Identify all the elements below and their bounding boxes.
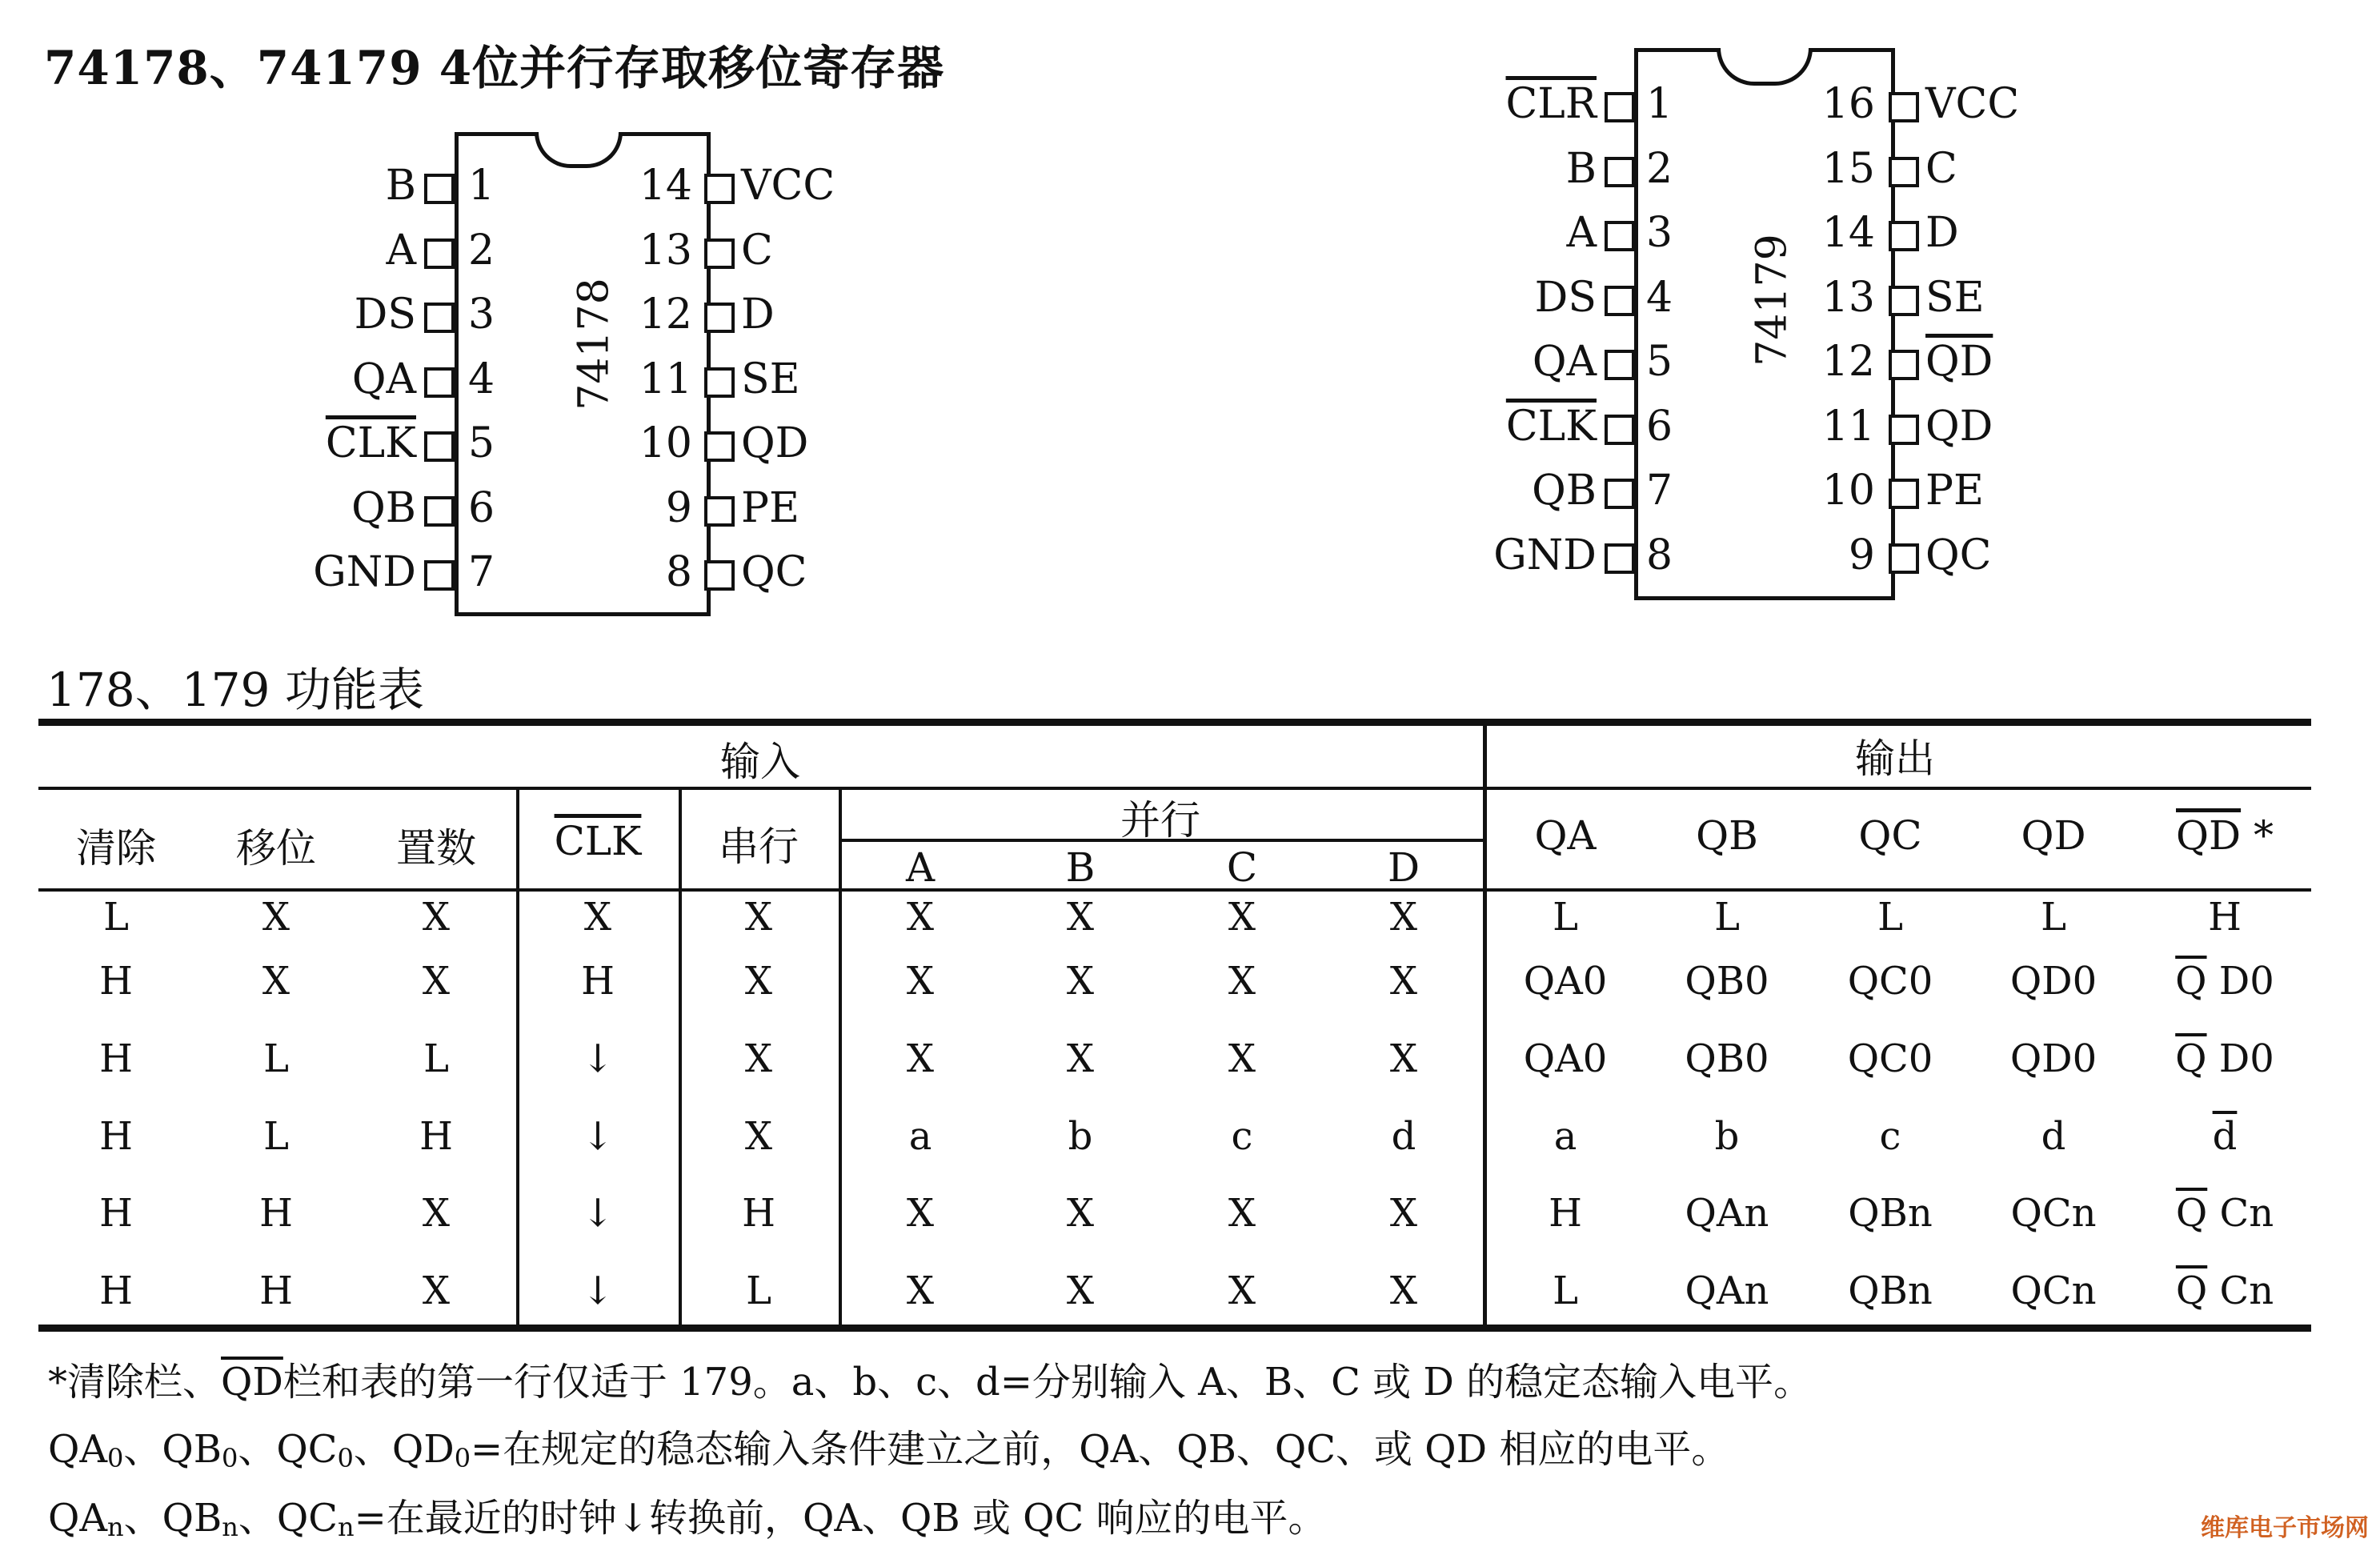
cell-clear: L bbox=[103, 895, 129, 940]
chip1-pin-2-name: A bbox=[386, 226, 416, 275]
chip2-pin-16-box bbox=[1889, 92, 1919, 122]
chip2-pin-3-name: A bbox=[1566, 209, 1597, 257]
cell-serial: X bbox=[744, 959, 773, 1004]
chip2-pin-12-name: $\overline{QD}$ bbox=[1925, 338, 1993, 386]
header-parallel-group: 并行 bbox=[1120, 797, 1200, 844]
chip2-pin-15-number: 15 bbox=[1821, 144, 1875, 193]
cell-load: L bbox=[423, 1036, 449, 1081]
cell-b: X bbox=[1066, 1036, 1095, 1081]
chip1-pin-2-box bbox=[424, 238, 455, 269]
cell-qa: L bbox=[1553, 895, 1578, 940]
cell-c: X bbox=[1228, 1268, 1256, 1313]
table-top-rule bbox=[38, 719, 2311, 726]
chip2-pin-5-number: 5 bbox=[1646, 338, 1673, 386]
chip1-pin-4-name: QA bbox=[351, 355, 416, 403]
chip2-pin-11-number: 11 bbox=[1821, 402, 1875, 451]
note3-qc-sub: n bbox=[337, 1512, 355, 1542]
cell-c: X bbox=[1228, 1036, 1256, 1081]
note2-sep2: 、 bbox=[238, 1427, 277, 1472]
cell-qd-bar-value: Cn bbox=[2207, 1191, 2274, 1236]
cell-load: X bbox=[422, 895, 451, 940]
chip1-pin-10-box bbox=[704, 431, 735, 462]
note3-qb-sub: n bbox=[222, 1512, 238, 1542]
cell-qb: b bbox=[1714, 1114, 1740, 1159]
header-output-group: 输出 bbox=[1855, 735, 1935, 782]
cell-qd-bar-value: Cn bbox=[2207, 1268, 2274, 1313]
cell-qc: QC0 bbox=[1847, 1036, 1933, 1081]
cell-shift: H bbox=[259, 1191, 293, 1236]
header-qd-bar-text: $\overline{QD}$ bbox=[2176, 812, 2242, 859]
cell-clear: H bbox=[99, 1036, 133, 1081]
cell-qd-bar bbox=[2145, 895, 2305, 940]
header-qd: QD bbox=[2021, 812, 2086, 859]
cell-qc: c bbox=[1879, 1114, 1901, 1159]
note2-qc-sub: 0 bbox=[337, 1443, 354, 1473]
header-load: 置数 bbox=[396, 825, 476, 872]
cell-qd-bar bbox=[2145, 1268, 2305, 1313]
cell-d: X bbox=[1389, 1036, 1418, 1081]
header-clk: $\overline{CLK}$ bbox=[554, 818, 642, 864]
cell-serial: X bbox=[744, 895, 773, 940]
chip1-pin-11-number: 11 bbox=[639, 355, 692, 403]
chip2-pin-5-name: QA bbox=[1532, 338, 1597, 386]
cell-d: X bbox=[1389, 1268, 1418, 1313]
chip2-pin-2-name: B bbox=[1565, 144, 1597, 193]
chip1-pin-13-box bbox=[704, 238, 735, 269]
chip1-pin-13-name: C bbox=[741, 226, 773, 275]
note1-qd: $\overline{QD}$ bbox=[221, 1360, 283, 1405]
cell-b: X bbox=[1066, 895, 1095, 940]
cell-d: X bbox=[1389, 959, 1418, 1004]
cell-qd: d bbox=[2041, 1114, 2066, 1159]
cell-qd-bar-value: D0 bbox=[2206, 1036, 2274, 1081]
chip2-pin-15-name: C bbox=[1925, 144, 1957, 193]
note2-qc: QC bbox=[276, 1427, 338, 1472]
note-line-2 bbox=[48, 1418, 1729, 1473]
cell-qd-bar-overlined: $\overline{Q}$ bbox=[2175, 1268, 2208, 1313]
cell-qa: H bbox=[1549, 1191, 1582, 1236]
header-b: B bbox=[1065, 844, 1096, 891]
note2-qb: QB bbox=[162, 1427, 222, 1472]
chip2-pin-1-name: $\overline{CLR}$ bbox=[1505, 80, 1597, 128]
chip1-pin-8-name: QC bbox=[741, 548, 807, 596]
note3-qb: QB bbox=[162, 1496, 222, 1541]
chip1-pin-12-box bbox=[704, 303, 735, 333]
chip2-pin-1-box bbox=[1605, 92, 1635, 122]
cell-qd-bar-overlined: $\overline{Q}$ bbox=[2175, 1036, 2207, 1081]
header-a: A bbox=[905, 844, 936, 891]
cell-qd: QCn bbox=[2010, 1191, 2097, 1236]
cell-clk: ↓ bbox=[581, 1268, 615, 1313]
cell-qd-bar bbox=[2145, 1191, 2305, 1236]
chip2-pin-2-number: 2 bbox=[1646, 144, 1673, 193]
cell-a: a bbox=[908, 1114, 932, 1159]
note2-post: =在规定的稳态输入条件建立之前，QA、QB、QC、或 QD 相应的电平。 bbox=[471, 1427, 1730, 1472]
cell-load: X bbox=[422, 1191, 451, 1236]
note1-post: 栏和表的第一行仅适于 179。a、b、c、d=分别输入 A、B、C 或 D 的稳定态输入电平。 bbox=[282, 1360, 1813, 1405]
cell-qd-bar bbox=[2145, 959, 2305, 1004]
note3-post: =在最近的时钟↓转换前，QA、QB 或 QC 响应的电平。 bbox=[354, 1496, 1327, 1541]
chip1-pin-4-box bbox=[424, 367, 455, 398]
page-title: 74178、74179 4位并行存取移位寄存器 bbox=[44, 41, 945, 95]
cell-a: X bbox=[906, 895, 935, 940]
chip1-pin-1-name: B bbox=[385, 162, 416, 210]
chip2-pin-9-box bbox=[1889, 543, 1919, 574]
chip-74178-label: 74178 bbox=[570, 278, 619, 411]
chip1-pin-5-box bbox=[424, 431, 455, 462]
cell-qc: QC0 bbox=[1847, 959, 1933, 1004]
chip1-pin-7-box bbox=[424, 560, 455, 591]
cell-qc: QBn bbox=[1848, 1268, 1933, 1313]
cell-serial: L bbox=[746, 1268, 771, 1313]
note2-sep1: 、 bbox=[123, 1427, 162, 1472]
chip1-pin-5-name: $\overline{CLK}$ bbox=[325, 419, 416, 467]
note-line-3 bbox=[48, 1487, 1327, 1542]
chip2-pin-13-number: 13 bbox=[1821, 273, 1875, 322]
cell-c: c bbox=[1231, 1114, 1253, 1159]
header-input-group: 输入 bbox=[720, 739, 800, 785]
cell-c: X bbox=[1228, 959, 1256, 1004]
chip1-pin-2-number: 2 bbox=[468, 226, 495, 275]
chip1-pin-7-name: GND bbox=[313, 548, 416, 596]
chip1-pin-9-name: PE bbox=[741, 483, 799, 532]
chip2-pin-6-name: $\overline{CLK}$ bbox=[1505, 402, 1597, 451]
cell-shift: L bbox=[263, 1036, 289, 1081]
note-line-1 bbox=[48, 1351, 1812, 1406]
cell-shift: X bbox=[262, 959, 290, 1004]
note2-qb-sub: 0 bbox=[222, 1443, 238, 1473]
cell-shift: X bbox=[262, 895, 290, 940]
cell-qa: QA0 bbox=[1523, 959, 1608, 1004]
chip1-pin-14-name: VCC bbox=[741, 162, 835, 210]
note2-qd: QD bbox=[391, 1427, 455, 1472]
note2-qa: QA bbox=[48, 1427, 108, 1472]
chip2-pin-7-box bbox=[1605, 479, 1635, 509]
chip2-pin-3-box bbox=[1605, 221, 1635, 251]
chip2-pin-15-box bbox=[1889, 157, 1919, 187]
cell-c: X bbox=[1228, 1191, 1256, 1236]
note3-qc: QC bbox=[276, 1496, 338, 1541]
cell-load: X bbox=[422, 1268, 451, 1313]
chip2-pin-8-box bbox=[1605, 543, 1635, 574]
cell-a: X bbox=[906, 1036, 935, 1081]
chip2-pin-2-box bbox=[1605, 157, 1635, 187]
header-qd-bar bbox=[2145, 812, 2305, 859]
cell-qb: QAn bbox=[1685, 1191, 1769, 1236]
cell-qa: a bbox=[1553, 1114, 1577, 1159]
cell-qb: QAn bbox=[1685, 1268, 1769, 1313]
chip1-pin-8-box bbox=[704, 560, 735, 591]
cell-qd-bar-overlined: $\overline{Q}$ bbox=[2175, 1191, 2208, 1236]
cell-b: X bbox=[1066, 959, 1095, 1004]
chip1-pin-6-name: QB bbox=[351, 483, 416, 532]
chip2-pin-3-number: 3 bbox=[1646, 209, 1673, 257]
cell-load: H bbox=[419, 1114, 453, 1159]
chip1-pin-11-box bbox=[704, 367, 735, 398]
chip1-pin-12-name: D bbox=[741, 291, 775, 339]
chip1-pin-11-name: SE bbox=[741, 355, 800, 403]
chip2-pin-9-name: QC bbox=[1925, 531, 1992, 579]
cell-b: X bbox=[1066, 1191, 1095, 1236]
chip2-pin-9-number: 9 bbox=[1848, 531, 1875, 579]
cell-clear: H bbox=[99, 959, 133, 1004]
cell-shift: H bbox=[259, 1268, 293, 1313]
cell-a: X bbox=[906, 959, 935, 1004]
chip1-pin-9-box bbox=[704, 496, 735, 527]
cell-qb: L bbox=[1714, 895, 1740, 940]
chip2-pin-11-box bbox=[1889, 415, 1919, 445]
chip2-pin-14-box bbox=[1889, 221, 1919, 251]
cell-qd: QD0 bbox=[2009, 959, 2098, 1004]
chip2-pin-12-box bbox=[1889, 350, 1919, 380]
note2-sep3: 、 bbox=[353, 1427, 392, 1472]
cell-qc: L bbox=[1877, 895, 1903, 940]
cell-clear: H bbox=[99, 1191, 133, 1236]
cell-d: d bbox=[1391, 1114, 1416, 1159]
chip2-pin-4-number: 4 bbox=[1646, 273, 1673, 322]
cell-qd-bar-overlined: $\overline{Q}$ bbox=[2175, 959, 2207, 1004]
chip1-pin-8-number: 8 bbox=[665, 548, 692, 596]
chip2-pin-13-box bbox=[1889, 286, 1919, 316]
header-d: D bbox=[1387, 844, 1420, 891]
cell-serial: H bbox=[742, 1191, 775, 1236]
chip1-pin-4-number: 4 bbox=[468, 355, 495, 403]
header-qc: QC bbox=[1858, 812, 1922, 859]
chip2-pin-6-number: 6 bbox=[1646, 402, 1673, 451]
cell-d: X bbox=[1389, 895, 1418, 940]
cell-qb: QB0 bbox=[1685, 959, 1769, 1004]
cell-clk: ↓ bbox=[581, 1036, 615, 1081]
chip2-pin-5-box bbox=[1605, 350, 1635, 380]
note2-qa-sub: 0 bbox=[107, 1443, 124, 1473]
chip2-pin-10-number: 10 bbox=[1821, 467, 1875, 515]
cell-shift: L bbox=[263, 1114, 289, 1159]
note3-qa: QA bbox=[48, 1496, 108, 1541]
cell-d: X bbox=[1389, 1191, 1418, 1236]
header-qd-bar-star: * bbox=[2254, 812, 2274, 859]
header-clear: 清除 bbox=[76, 825, 156, 872]
chip2-pin-10-name: PE bbox=[1925, 467, 1984, 515]
cell-qa: QA0 bbox=[1523, 1036, 1608, 1081]
chip2-pin-13-name: SE bbox=[1925, 273, 1985, 322]
chip2-pin-4-name: DS bbox=[1534, 273, 1597, 322]
note1-pre: *清除栏、 bbox=[48, 1360, 222, 1405]
chip2-pin-7-name: QB bbox=[1532, 467, 1597, 515]
chip1-pin-6-number: 6 bbox=[468, 483, 495, 532]
watermark-logo: 维库电子市场网 bbox=[2201, 1514, 2369, 1542]
cell-serial: X bbox=[744, 1114, 773, 1159]
cell-qa: L bbox=[1553, 1268, 1578, 1313]
chip1-pin-6-box bbox=[424, 496, 455, 527]
header-qa: QA bbox=[1534, 812, 1597, 859]
cell-b: b bbox=[1068, 1114, 1093, 1159]
chip2-pin-14-number: 14 bbox=[1821, 209, 1875, 257]
header-shift: 移位 bbox=[236, 825, 316, 872]
chip1-pin-14-box bbox=[704, 174, 735, 204]
chip1-pin-3-name: DS bbox=[354, 291, 416, 339]
chip2-pin-14-name: D bbox=[1925, 209, 1959, 257]
table-title: 178、179 功能表 bbox=[46, 663, 424, 717]
cell-qd-bar bbox=[2145, 1036, 2305, 1081]
chip2-pin-8-name: GND bbox=[1493, 531, 1597, 579]
cell-qd: L bbox=[2041, 895, 2066, 940]
chip1-pin-12-number: 12 bbox=[639, 291, 692, 339]
chip2-pin-6-box bbox=[1605, 415, 1635, 445]
cell-qc: QBn bbox=[1848, 1191, 1933, 1236]
cell-qd-bar-value: D0 bbox=[2206, 959, 2274, 1004]
chip2-pin-12-number: 12 bbox=[1821, 338, 1875, 386]
cell-a: X bbox=[906, 1191, 935, 1236]
chip2-pin-16-name: VCC bbox=[1925, 80, 2020, 128]
cell-qd-bar-value: H bbox=[2208, 895, 2242, 940]
header-serial: 串行 bbox=[719, 824, 799, 870]
chip2-pin-11-name: QD bbox=[1925, 402, 1993, 451]
chip1-pin-9-number: 9 bbox=[665, 483, 692, 532]
chip2-pin-10-box bbox=[1889, 479, 1919, 509]
table-bottom-rule bbox=[38, 1325, 2311, 1332]
cell-serial: X bbox=[744, 1036, 773, 1081]
chip1-pin-13-number: 13 bbox=[639, 226, 692, 275]
chip1-pin-1-number: 1 bbox=[468, 162, 495, 210]
cell-clk: ↓ bbox=[581, 1191, 615, 1236]
cell-clk: X bbox=[583, 895, 612, 940]
cell-b: X bbox=[1066, 1268, 1095, 1313]
chip1-pin-10-name: QD bbox=[741, 419, 809, 467]
header-qb: QB bbox=[1696, 812, 1758, 859]
chip2-pin-7-number: 7 bbox=[1646, 467, 1673, 515]
cell-qd-bar-overlined: $\overline{d}$ bbox=[2212, 1114, 2238, 1159]
note2-qd-sub: 0 bbox=[454, 1443, 471, 1473]
note3-sep2: 、 bbox=[238, 1496, 277, 1541]
cell-a: X bbox=[906, 1268, 935, 1313]
note3-qa-sub: n bbox=[107, 1512, 124, 1542]
cell-clk: ↓ bbox=[581, 1114, 615, 1159]
note3-sep1: 、 bbox=[123, 1496, 162, 1541]
cell-c: X bbox=[1228, 895, 1256, 940]
cell-qd: QCn bbox=[2010, 1268, 2097, 1313]
chip2-pin-4-box bbox=[1605, 286, 1635, 316]
chip1-pin-3-box bbox=[424, 303, 455, 333]
chip-74179-label: 74179 bbox=[1748, 234, 1797, 367]
cell-clk: H bbox=[581, 959, 615, 1004]
cell-clear: H bbox=[99, 1114, 133, 1159]
chip1-pin-5-number: 5 bbox=[468, 419, 495, 467]
cell-load: X bbox=[422, 959, 451, 1004]
chip1-pin-1-box bbox=[424, 174, 455, 204]
chip1-pin-14-number: 14 bbox=[639, 162, 692, 210]
chip2-pin-8-number: 8 bbox=[1646, 531, 1673, 579]
chip1-pin-7-number: 7 bbox=[468, 548, 495, 596]
header-c: C bbox=[1226, 844, 1258, 891]
chip1-pin-10-number: 10 bbox=[639, 419, 692, 467]
cell-qd-bar bbox=[2145, 1114, 2305, 1159]
chip2-pin-16-number: 16 bbox=[1821, 80, 1875, 128]
chip1-pin-3-number: 3 bbox=[468, 291, 495, 339]
chip2-pin-1-number: 1 bbox=[1646, 80, 1673, 128]
cell-clear: H bbox=[99, 1268, 133, 1313]
cell-qd: QD0 bbox=[2009, 1036, 2098, 1081]
cell-qb: QB0 bbox=[1685, 1036, 1769, 1081]
